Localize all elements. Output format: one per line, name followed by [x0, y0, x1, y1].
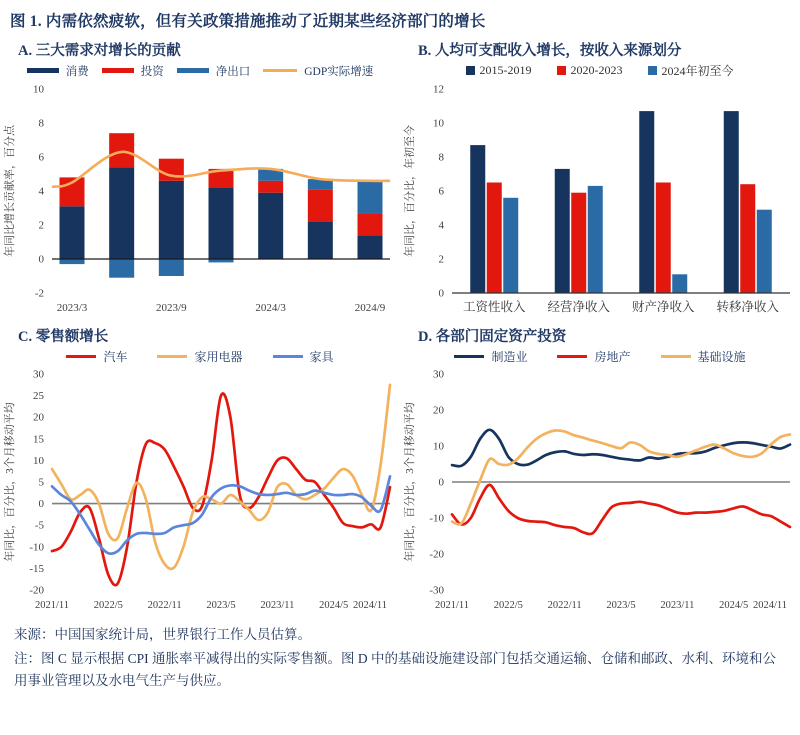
legend-swatch-icon: [27, 68, 59, 73]
axis-tick-label: -20: [29, 584, 44, 597]
bar-消费-2024/9: [358, 235, 383, 259]
grouped-bars: [470, 111, 772, 293]
axis-tick-label: 6: [438, 185, 444, 198]
legend-item-b: [648, 62, 733, 79]
footer-notes: [14, 624, 786, 691]
bar-2015-2019-经营净收入: [555, 169, 570, 293]
panel-c-title: C. 零售额增长: [18, 328, 109, 345]
y-axis-a: [33, 83, 45, 299]
axis-tick-label: 2022/11: [547, 600, 582, 612]
axis-tick-label: 8: [38, 117, 44, 130]
panel-d-legend: [400, 346, 800, 366]
legend-item-a: [177, 63, 251, 79]
bar-2020-2023-经营净收入: [571, 192, 586, 292]
legend-label: 2024年初至今: [661, 64, 734, 79]
axis-tick-label: 2021/11: [434, 600, 470, 612]
axis-tick-label: 10: [33, 83, 44, 96]
source-text: 来源：中国国家统计局，世界银行工作人员估算。: [14, 627, 311, 643]
legend-label: 汽车: [103, 349, 128, 364]
category-label: 转移净收入: [716, 299, 780, 314]
legend-swatch-icon: [557, 355, 587, 358]
bar-消费-2024/6: [308, 221, 333, 258]
category-label: 工资性收入: [462, 299, 526, 314]
axis-tick-label: 20: [433, 404, 444, 417]
axis-tick-label: 2023/11: [660, 600, 695, 612]
legend-item-b: [466, 63, 531, 78]
axis-tick-label: 10: [433, 440, 444, 453]
axis-tick-label: 15: [33, 433, 44, 446]
bar-消费-2023/6: [109, 167, 134, 259]
legend-label: 制造业: [491, 349, 528, 364]
legend-swatch-icon: [273, 355, 303, 358]
axis-tick-label: 2022/5: [493, 600, 523, 612]
legend-item-d: [557, 348, 630, 365]
panel-b-title: B. 人均可支配收入增长，按收入来源划分: [418, 43, 682, 59]
legend-item-a: [27, 63, 89, 79]
bar-净出口-2024/9: [358, 180, 383, 212]
legend-swatch-icon: [102, 68, 134, 73]
category-label: 财产净收入: [631, 299, 695, 314]
axis-tick-label: 10: [33, 455, 44, 468]
legend-label: 家具: [309, 349, 334, 364]
legend-swatch-icon: [648, 66, 657, 75]
y-axis-d: [429, 369, 444, 597]
y-axis-title: 年同比增长贡献率，百分点: [4, 124, 16, 257]
panel-c-chart: [0, 366, 396, 616]
panel-b-chart: [400, 81, 796, 319]
axis-tick-label: 2024/5: [719, 600, 749, 612]
axis-tick-label: 2022/5: [93, 600, 123, 612]
y-axis-c: [29, 369, 44, 597]
axis-tick-label: 0: [438, 287, 444, 300]
bar-投资-2023/6: [109, 133, 134, 167]
axis-tick-label: -15: [29, 563, 44, 576]
panel-d-chart: [400, 366, 796, 616]
bar-2024年初至今-转移净收入: [757, 209, 772, 292]
axis-tick-label: 30: [33, 368, 44, 381]
bar-投资-2024/9: [358, 213, 383, 235]
figure-title: 图 1. 内需依然疲软，但有关政策措施推动了近期某些经济部门的增长: [10, 13, 486, 30]
axis-tick-label: 4: [38, 185, 44, 198]
axis-tick-label: 2024/9: [354, 301, 386, 314]
y-axis-title: 年同比，百分比，年初至今: [404, 124, 416, 257]
bar-净出口-2023/9: [159, 259, 184, 276]
legend-item-d: [454, 348, 527, 365]
panel-c: [0, 319, 400, 617]
y-axis-b: [433, 83, 445, 299]
legend-swatch-icon: [557, 66, 566, 75]
y-axis-title: 年同比，百分比，3个月移动平均: [404, 402, 416, 563]
axis-tick-label: 12: [433, 83, 444, 96]
panel-b-legend: [400, 61, 800, 81]
axis-tick-label: 2023/11: [260, 600, 295, 612]
bar-2024年初至今-经营净收入: [588, 186, 603, 293]
axis-tick-label: 0: [38, 253, 44, 266]
bar-消费-2024/3: [258, 192, 283, 258]
axis-tick-label: 2021/11: [34, 600, 70, 612]
bar-2015-2019-转移净收入: [724, 111, 739, 293]
axis-tick-label: -30: [429, 584, 444, 597]
axis-tick-label: -10: [429, 512, 444, 525]
panel-b: [400, 33, 800, 319]
axis-tick-label: 8: [438, 151, 444, 164]
axis-tick-label: 2023/9: [156, 301, 187, 314]
panels-grid: [0, 33, 800, 616]
axis-tick-label: 2024/11: [352, 600, 388, 612]
axis-tick-label: -10: [29, 541, 44, 554]
axis-tick-label: 2: [38, 219, 44, 232]
bar-净出口-2023/3: [60, 259, 85, 264]
bar-2024年初至今-工资性收入: [503, 197, 518, 292]
axis-tick-label: 2024/11: [752, 600, 788, 612]
axis-tick-label: 2023/3: [56, 301, 88, 314]
line-家用电器: [52, 385, 390, 569]
axis-tick-label: 4: [438, 219, 444, 232]
axis-tick-label: 2023/5: [606, 600, 636, 612]
axis-tick-label: 0: [438, 476, 444, 489]
line-房地产: [452, 485, 790, 534]
axis-tick-label: 25: [33, 390, 44, 403]
legend-label: 净出口: [215, 65, 251, 78]
bar-2020-2023-财产净收入: [656, 182, 671, 293]
legend-item-b: [557, 63, 622, 78]
note-text: 注：图 C 显示根据 CPI 通胀率平减得出的实际零售额。图 D 中的基础设施建设部门包括交通运输、仓储和邮政、水利、环境和公用事业管理以及水电气生产与供应。: [14, 650, 777, 688]
bar-2020-2023-转移净收入: [740, 184, 755, 293]
axis-tick-label: 20: [33, 412, 44, 425]
legend-swatch-icon: [177, 68, 209, 73]
panel-d-title: D. 各部门固定资产投资: [418, 328, 567, 345]
bar-投资-2024/6: [308, 189, 333, 221]
bar-投资-2024/3: [258, 180, 283, 192]
axis-tick-label: 0: [38, 498, 44, 511]
legend-item-a: [263, 63, 373, 79]
y-axis-title: 年同比，百分比，3个月移动平均: [4, 402, 16, 563]
legend-label: 基础设施: [697, 349, 746, 364]
axis-tick-label: 2022/11: [147, 600, 182, 612]
axis-tick-label: 10: [433, 117, 444, 130]
legend-swatch-icon: [66, 355, 96, 358]
legend-swatch-icon: [661, 355, 691, 358]
panel-d: [400, 319, 800, 617]
legend-item-a: [102, 63, 164, 79]
legend-label: 消费: [65, 65, 89, 78]
bar-消费-2023/3: [60, 206, 85, 259]
category-label: 经营净收入: [547, 299, 611, 314]
stacked-bars: [60, 133, 383, 278]
bar-消费-2023/9: [159, 180, 184, 258]
panel-a-legend: [0, 61, 400, 81]
legend-swatch-icon: [263, 69, 297, 72]
legend-swatch-icon: [454, 355, 484, 358]
bar-2015-2019-财产净收入: [639, 111, 654, 293]
axis-tick-label: 6: [38, 151, 44, 164]
bar-2015-2019-工资性收入: [470, 145, 485, 293]
axis-tick-label: -5: [34, 520, 44, 533]
axis-tick-label: -20: [429, 548, 444, 561]
axis-tick-label: -2: [34, 287, 44, 300]
legend-label: 2015-2019: [479, 63, 532, 78]
bar-2024年初至今-财产净收入: [672, 274, 687, 293]
legend-label: 2020-2023: [570, 63, 623, 78]
legend-label: GDP实际增速: [304, 65, 374, 78]
panel-a: [0, 33, 400, 319]
axis-tick-label: 5: [38, 476, 44, 489]
bar-净出口-2023/6: [109, 259, 134, 278]
axis-tick-label: 2024/5: [319, 600, 349, 612]
panel-c-legend: [0, 346, 400, 366]
panel-a-title: A. 三大需求对增长的贡献: [18, 43, 181, 59]
legend-label: 家用电器: [194, 349, 243, 364]
legend-label: 房地产: [594, 349, 631, 364]
bar-2020-2023-工资性收入: [487, 182, 502, 293]
legend-item-c: [157, 348, 242, 365]
axis-tick-label: 2024/3: [255, 301, 286, 314]
bar-消费-2023/12: [209, 187, 234, 258]
panel-a-chart: [0, 81, 396, 319]
axis-tick-label: 2: [438, 253, 444, 266]
legend-swatch-icon: [157, 355, 187, 358]
axis-tick-label: 2023/5: [206, 600, 236, 612]
legend-swatch-icon: [466, 66, 475, 75]
legend-label: 投资: [140, 65, 164, 78]
legend-item-d: [661, 348, 746, 365]
axis-tick-label: 30: [433, 368, 444, 381]
legend-item-c: [66, 348, 127, 365]
legend-item-c: [273, 348, 334, 365]
